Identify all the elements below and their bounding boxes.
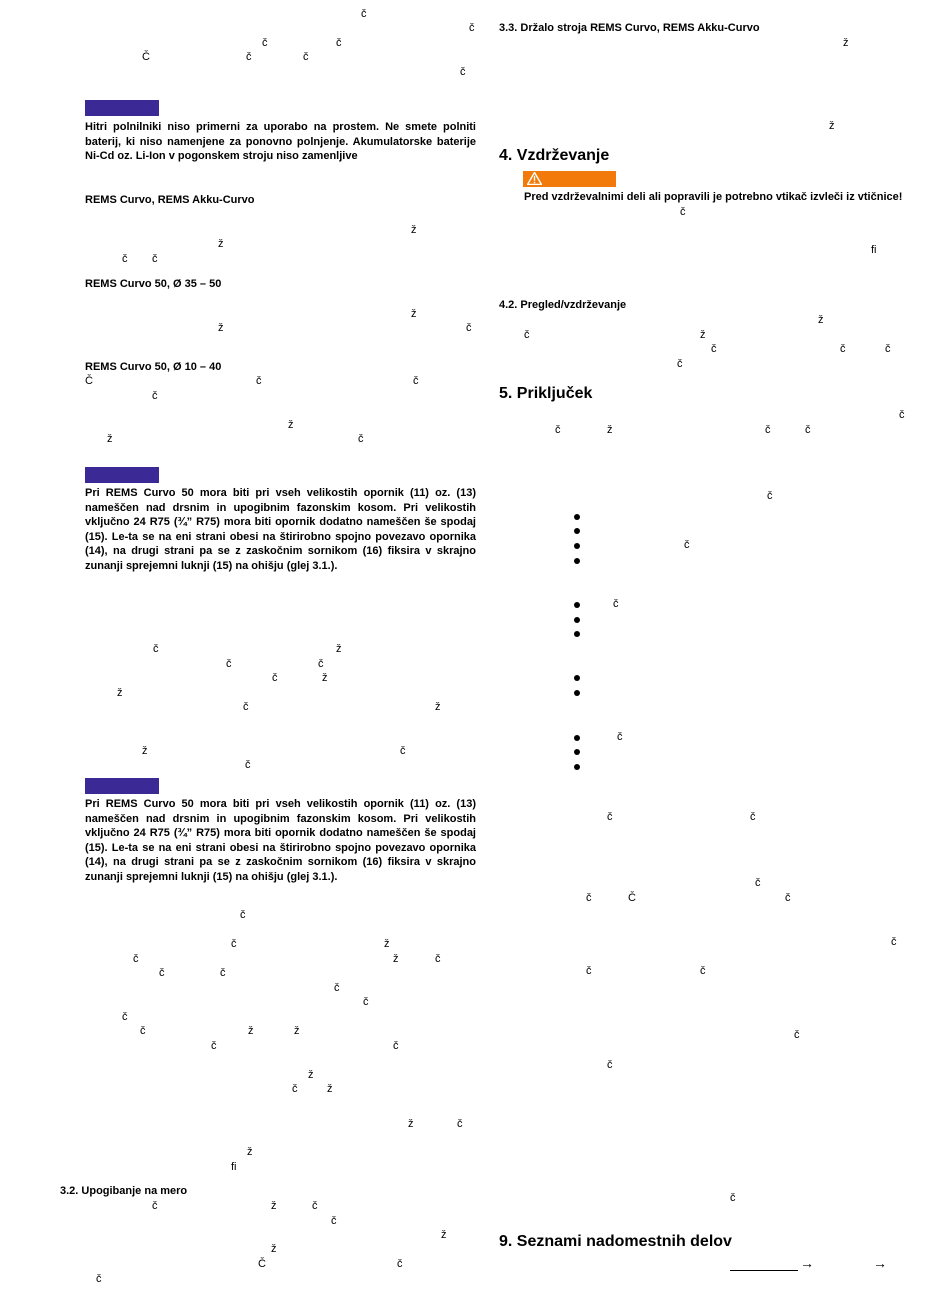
glyph: ž <box>247 1146 253 1158</box>
glyph: č <box>680 206 686 218</box>
subheading-curvo50-10-40: REMS Curvo 50, Ø 10 – 40 <box>85 361 222 373</box>
glyph: ž <box>411 308 417 320</box>
glyph: Č <box>258 1258 266 1270</box>
section-3-3: 3.3. Držalo stroja REMS Curvo, REMS Akku-Curvo <box>499 22 760 34</box>
glyph: č <box>152 253 158 265</box>
notice-bar <box>85 467 159 483</box>
heading-5: 5. Priključek <box>499 385 593 402</box>
glyph: č <box>613 598 619 610</box>
subheading-curvo50-35-50: REMS Curvo 50, Ø 35 – 50 <box>85 278 222 290</box>
heading-9: 9. Seznami nadomestnih delov <box>499 1233 732 1250</box>
glyph: ž <box>408 1118 414 1130</box>
glyph: č <box>469 22 475 34</box>
glyph: č <box>677 358 683 370</box>
bullet <box>574 675 580 681</box>
bullet <box>574 631 580 637</box>
bullet <box>574 617 580 623</box>
glyph: č <box>730 1192 736 1204</box>
glyph: č <box>767 490 773 502</box>
arrow-right-icon: → <box>800 1255 814 1271</box>
glyph: č <box>312 1200 318 1212</box>
glyph: č <box>256 375 262 387</box>
glyph: č <box>243 701 249 713</box>
glyph: ž <box>117 687 123 699</box>
glyph: ž <box>271 1243 277 1255</box>
glyph: č <box>246 51 252 63</box>
glyph: č <box>245 759 251 771</box>
glyph: č <box>586 892 592 904</box>
glyph: ž <box>829 120 835 132</box>
glyph: č <box>363 996 369 1008</box>
glyph: č <box>466 322 472 334</box>
glyph: č <box>794 1029 800 1041</box>
bullet <box>574 735 580 741</box>
glyph: fi <box>231 1161 237 1173</box>
glyph: č <box>684 539 690 551</box>
bullet <box>574 543 580 549</box>
bullet <box>574 514 580 520</box>
glyph: č <box>226 658 232 670</box>
glyph: č <box>555 424 561 436</box>
glyph: č <box>400 745 406 757</box>
glyph: č <box>840 343 846 355</box>
bullet <box>574 764 580 770</box>
glyph: ž <box>107 433 113 445</box>
glyph: č <box>140 1025 146 1037</box>
glyph: ž <box>393 953 399 965</box>
glyph: ž <box>248 1025 254 1037</box>
glyph: ž <box>142 745 148 757</box>
glyph: č <box>397 1258 403 1270</box>
glyph: ž <box>294 1025 300 1037</box>
notice-bar <box>85 778 159 794</box>
warning-line: Pred vzdrževalnimi deli ali popravili je potrebno vtikač izvleči iz vtičnice! <box>524 191 903 203</box>
link-underline <box>730 1270 798 1271</box>
section-3-2: 3.2. Upogibanje na mero <box>60 1185 188 1197</box>
bullet <box>574 602 580 608</box>
glyph: č <box>153 643 159 655</box>
glyph: ž <box>327 1083 333 1095</box>
glyph: ž <box>818 314 824 326</box>
glyph: č <box>617 731 623 743</box>
subheading-curvo: REMS Curvo, REMS Akku-Curvo <box>85 194 255 206</box>
glyph: č <box>524 329 530 341</box>
glyph: č <box>292 1083 298 1095</box>
glyph: č <box>122 1011 128 1023</box>
glyph: č <box>413 375 419 387</box>
glyph: Č <box>628 892 636 904</box>
glyph: č <box>336 37 342 49</box>
glyph: č <box>220 967 226 979</box>
glyph: ž <box>441 1229 447 1241</box>
glyph: č <box>334 982 340 994</box>
glyph: č <box>318 658 324 670</box>
glyph: č <box>750 811 756 823</box>
bullet <box>574 749 580 755</box>
warning-bar <box>523 171 616 187</box>
glyph: Č <box>85 375 93 387</box>
glyph: č <box>133 953 139 965</box>
glyph: č <box>785 892 791 904</box>
glyph: ž <box>384 938 390 950</box>
glyph: ž <box>308 1069 314 1081</box>
glyph: č <box>607 811 613 823</box>
glyph: ž <box>411 224 417 236</box>
glyph: č <box>240 909 246 921</box>
notice-paragraph-1: Pri REMS Curvo 50 mora biti pri vseh velikostih opornik (11) oz. (13) nameščen nad drsnim in upogibnim fazonskim kosom. Pri velikostih vključno 24 R75 (¾” R75) mora biti opornik dodatno nameščen še spodaj (15). Le-ta se na eni strani obesi na štirirobno spojno povezavo opornika (14), na drugi strani pa se z zaskočnim sornikom (16) fiksira v skrajno zunanji sprejemni luknji (15) na ohišju (glej 3.1.). <box>85 487 476 572</box>
glyph: ž <box>288 419 294 431</box>
glyph: č <box>331 1215 337 1227</box>
fastcharger-paragraph: Hitri polnilniki niso primerni za uporabo na prostem. Ne smete polniti baterij, ki niso namenjene za ponovno polnjenje. Akumulatorske baterije Ni-Cd oz. Li-Ion v pogonskem stroju niso zamenljive <box>85 121 476 162</box>
glyph: č <box>152 1200 158 1212</box>
glyph: č <box>891 936 897 948</box>
glyph: Č <box>142 51 150 63</box>
glyph: č <box>272 672 278 684</box>
glyph: č <box>211 1040 217 1052</box>
glyph: č <box>122 253 128 265</box>
bullet <box>574 690 580 696</box>
glyph: č <box>765 424 771 436</box>
glyph: č <box>755 877 761 889</box>
glyph: č <box>159 967 165 979</box>
glyph: č <box>460 66 466 78</box>
bullet <box>574 558 580 564</box>
glyph: ž <box>843 37 849 49</box>
glyph: č <box>435 953 441 965</box>
glyph: č <box>711 343 717 355</box>
glyph: č <box>231 938 237 950</box>
glyph: č <box>885 343 891 355</box>
notice-paragraph-2: Pri REMS Curvo 50 mora biti pri vseh velikostih opornik (11) oz. (13) nameščen nad drsnim in upogibnim fazonskim kosom. Pri velikostih vključno 24 R75 (¾” R75) mora biti opornik dodatno nameščen še spodaj (15). Le-ta se na eni strani obesi na štirirobno spojno povezavo opornika (14), na drugi strani pa se z zaskočnim sornikom (16) fiksira v skrajno zunanji sprejemni luknji (15) na ohišju (glej 3.1.). <box>85 798 476 883</box>
glyph: č <box>361 8 367 20</box>
notice-bar <box>85 100 159 116</box>
glyph: ž <box>322 672 328 684</box>
section-4-2: 4.2. Pregled/vzdrževanje <box>499 299 627 311</box>
glyph: ž <box>218 322 224 334</box>
glyph: fi <box>871 244 877 256</box>
glyph: ž <box>271 1200 277 1212</box>
arrow-right-icon: → <box>873 1255 887 1271</box>
glyph: č <box>700 965 706 977</box>
glyph: ž <box>700 329 706 341</box>
heading-4: 4. Vzdrževanje <box>499 147 610 164</box>
glyph: ž <box>607 424 613 436</box>
glyph: ž <box>336 643 342 655</box>
glyph: ž <box>218 238 224 250</box>
glyph: č <box>96 1273 102 1285</box>
glyph: č <box>393 1040 399 1052</box>
glyph: č <box>152 390 158 402</box>
glyph: č <box>358 433 364 445</box>
glyph: č <box>899 409 905 421</box>
bullet <box>574 528 580 534</box>
glyph: č <box>607 1059 613 1071</box>
glyph: č <box>586 965 592 977</box>
glyph: č <box>262 37 268 49</box>
glyph: č <box>805 424 811 436</box>
glyph: č <box>303 51 309 63</box>
glyph: ž <box>435 701 441 713</box>
warning-triangle-icon <box>527 172 542 185</box>
glyph: č <box>457 1118 463 1130</box>
